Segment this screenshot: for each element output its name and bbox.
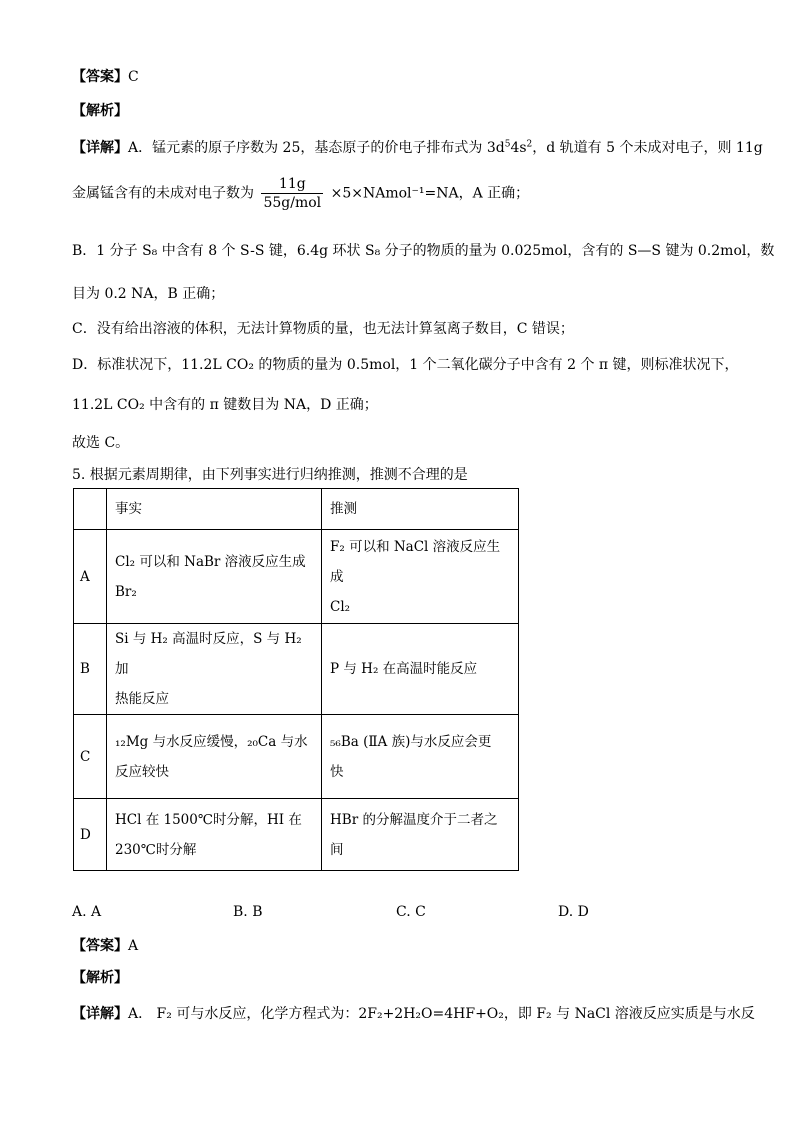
fraction: $\frac{11g}{\text{55g/mol}}$ xyxy=(263,176,322,211)
table-row: D HCl 在 1500℃时分解，HI 在 230℃时分解 HBr 的分解温度介于二者之 间 xyxy=(74,799,519,871)
option-c: C. C xyxy=(396,904,426,920)
option-d: D. D xyxy=(558,904,589,920)
answer-value: A xyxy=(128,938,139,954)
explanation-d-line2: 11.2L CO₂ 中含有的 π 键数目为 NA，D 正确； xyxy=(72,397,378,413)
answer-line xyxy=(72,935,138,955)
explanation-c-line: C．没有给出溶液的体积，无法计算物质的量，也无法计算氢离子数目，C 错误； xyxy=(72,321,574,337)
answer-line xyxy=(72,66,139,86)
table-header-row xyxy=(74,489,519,530)
table-row: B Si 与 H₂ 高温时反应，S 与 H₂ 加 热能反应 P 与 H₂ 在高温时能反应 xyxy=(74,624,519,715)
analysis-label: 【解析】 xyxy=(72,103,128,119)
explanation-line: 【详解】A． F₂ 可与水反应，化学方程式为：2F₂+2H₂O=4HF+O₂，即 F₂ 与 NaCl 溶液反应实质是与水反 xyxy=(72,1006,755,1022)
explanation-b-line1: B．1 分子 S₈ 中含有 8 个 S-S 键，6.4g 环状 S₈ 分子的物质的量为 0.025mol，含有的 S—S 键为 0.2mol，数 xyxy=(72,243,775,259)
detail-label: 【详解】 xyxy=(72,1006,128,1022)
explanation-d-line1: D．标准状况下，11.2L CO₂ 的物质的量为 0.5mol，1 个二氧化碳分子中含有 2 个 π 键，则标准状况下， xyxy=(72,357,739,373)
explanation-b-line2: 目为 0.2 NA，B 正确； xyxy=(72,286,225,302)
header-infer: 推测 xyxy=(322,489,519,530)
table-row: A Cl₂ 可以和 NaBr 溶液反应生成 Br₂ F₂ 可以和 NaCl 溶液反应生成 Cl₂ xyxy=(74,530,519,624)
analysis-label: 【解析】 xyxy=(72,970,128,986)
explanation-a-line2: 金属锰含有的未成对电子数为 $\frac{11g}{\text{55g/mol}}$ ×5×NAmol⁻¹=NA，A 正确； xyxy=(72,176,530,211)
facts-table xyxy=(73,488,519,871)
table-row: C ₁₂Mg 与水反应缓慢，₂₀Ca 与水 反应较快 ₅₆Ba (ⅡA 族)与水反应会更 快 xyxy=(74,715,519,799)
option-a: A. A xyxy=(72,904,102,920)
header-fact: 事实 xyxy=(107,489,322,530)
explanation-a-line1: 【详解】A．锰元素的原子序数为 25，基态原子的价电子排布式为 $3d^54s^2$，d 轨道有 5 个未成对电子，则 11g xyxy=(72,139,763,156)
answer-value: C xyxy=(128,69,139,85)
option-b: B. B xyxy=(233,904,263,920)
answer-label: 【答案】 xyxy=(72,69,128,85)
conclusion: 故选 C。 xyxy=(72,435,130,451)
detail-label: 【详解】 xyxy=(72,140,128,156)
answer-label: 【答案】 xyxy=(72,938,128,954)
question-stem: 5. 根据元素周期律，由下列事实进行归纳推测，推测不合理的是 xyxy=(72,467,468,483)
